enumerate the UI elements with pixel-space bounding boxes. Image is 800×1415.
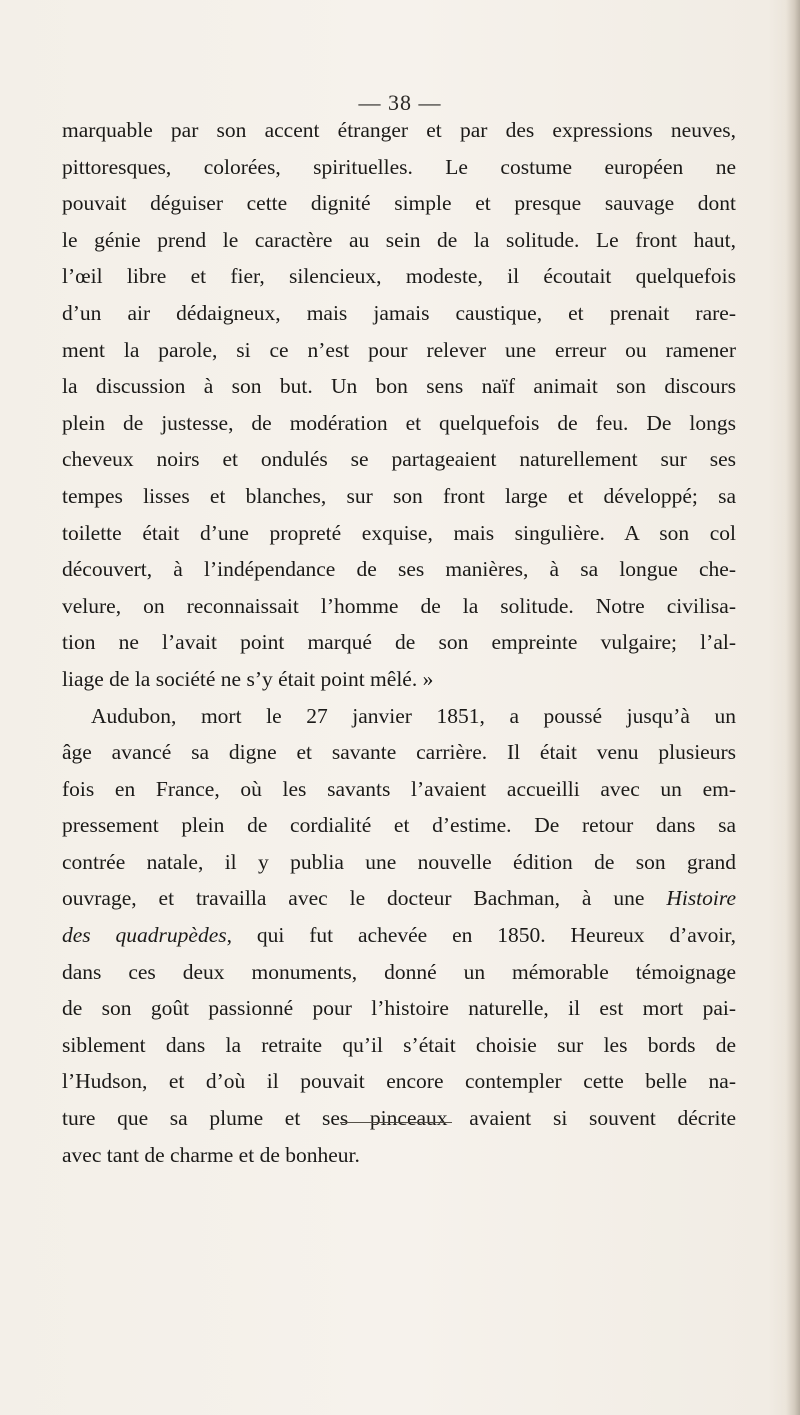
- text-line: fois en France, où les savants l’avaient accueilli avec un em-: [62, 776, 736, 801]
- text-line: marquable par son accent étranger et par des expressions neuves,: [62, 118, 736, 142]
- text-line-with-italic: [62, 880, 736, 917]
- text-line: liage de la société ne s’y était point mêlé. »: [62, 666, 434, 691]
- text-line-with-italic: [62, 917, 736, 954]
- text-line: la discussion à son but. Un bon sens naïf animait son discours: [62, 374, 736, 399]
- page-number: — 38 —: [358, 90, 442, 115]
- text-line: pressement plein de cordialité et d’estime. De retour dans sa: [62, 813, 736, 838]
- text-line: de son goût passionné pour l’histoire naturelle, il est mort pai-: [62, 996, 736, 1021]
- italic-title-part: Histoire: [666, 886, 736, 911]
- text-line: découvert, à l’indépendance de ses manières, à sa longue che-: [62, 557, 736, 582]
- text-line: contrée natale, il y publia une nouvelle édition de son grand: [62, 849, 736, 874]
- text-line: velure, on reconnaissait l’homme de la solitude. Notre civilisa-: [62, 593, 736, 618]
- text-line: ment la parole, si ce n’est pour relever une erreur ou ramener: [62, 337, 736, 362]
- text-line: tion ne l’avait point marqué de son empreinte vulgaire; l’al-: [62, 630, 736, 655]
- text-line: pouvait déguiser cette dignité simple et presque sauvage dont: [62, 191, 736, 216]
- paragraph-start-line: Audubon, mort le 27 janvier 1851, a poussé jusqu’à un: [91, 703, 736, 728]
- page-edge-shadow: [786, 0, 800, 1415]
- text-line: d’un air dédaigneux, mais jamais caustique, et prenait rare-: [62, 300, 736, 325]
- end-rule-divider: [340, 1122, 452, 1123]
- text-line: dans ces deux monuments, donné un mémorable témoignage: [62, 959, 736, 984]
- text-line: plein de justesse, de modération et quelquefois de feu. De longs: [62, 410, 736, 435]
- italic-title-part: des quadrupèdes: [62, 923, 227, 948]
- text-line: ture que sa plume et ses pinceaux avaient si souvent décrite: [62, 1106, 736, 1131]
- body-text: [62, 112, 736, 1173]
- text-line: siblement dans la retraite qu’il s’était choisie sur les bords de: [62, 1032, 736, 1057]
- text-line: avec tant de charme et de bonheur.: [62, 1142, 360, 1167]
- text-line: pittoresques, colorées, spirituelles. Le costume européen ne: [62, 154, 736, 179]
- text-line: l’Hudson, et d’où il pouvait encore contempler cette belle na-: [62, 1069, 736, 1094]
- text-segment: , qui fut achevée en 1850. Heureux d’avoir,: [226, 923, 736, 948]
- text-line: âge avancé sa digne et savante carrière. Il était venu plusieurs: [62, 740, 736, 765]
- text-line: cheveux noirs et ondulés se partageaient naturellement sur ses: [62, 447, 736, 472]
- text-line: l’œil libre et fier, silencieux, modeste, il écoutait quelquefois: [62, 264, 736, 289]
- text-line: tempes lisses et blanches, sur son front large et développé; sa: [62, 483, 736, 508]
- text-line: le génie prend le caractère au sein de la solitude. Le front haut,: [62, 227, 736, 252]
- text-line: toilette était d’une propreté exquise, mais singulière. A son col: [62, 520, 736, 545]
- text-segment: ouvrage, et travailla avec le docteur Bachman, à une: [62, 886, 645, 911]
